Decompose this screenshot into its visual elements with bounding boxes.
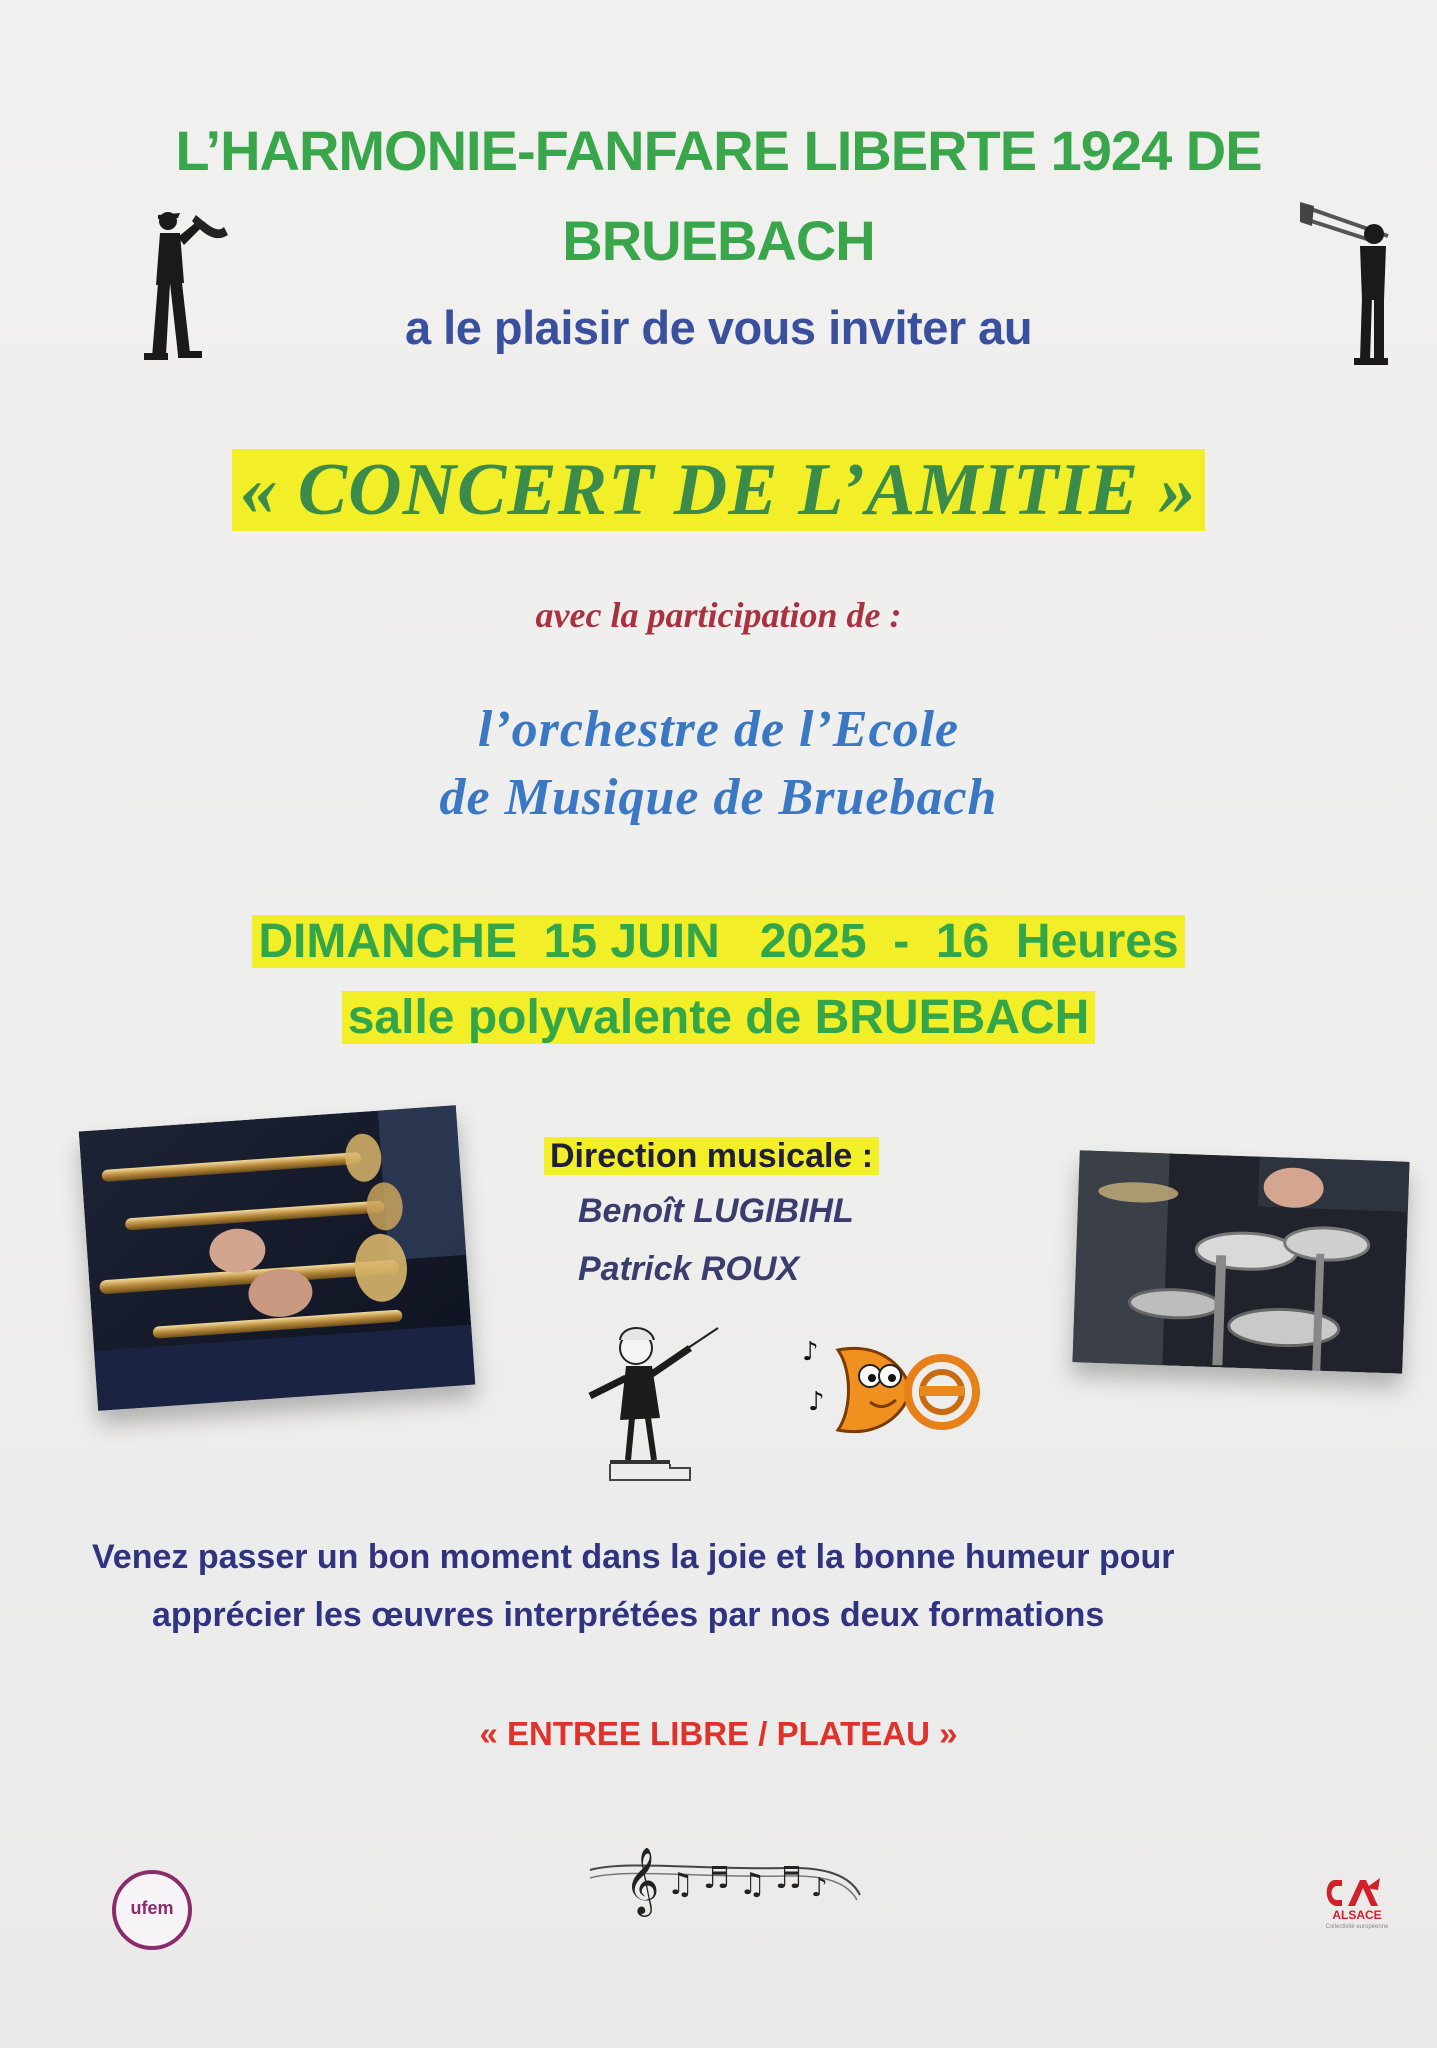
svg-text:♫: ♫ — [739, 1867, 766, 1902]
trombone-player-silhouette-icon — [1300, 200, 1400, 370]
title-line-2: BRUEBACH — [562, 209, 875, 272]
conductor-cartoon-icon — [580, 1318, 730, 1488]
svg-text:♪: ♪ — [811, 1873, 828, 1903]
drums-photo — [1072, 1150, 1409, 1373]
message-line-2: apprécier les œuvres interprétées par nos deux formations — [152, 1596, 1105, 1634]
entry-text: « ENTREE LIBRE / PLATEAU » — [479, 1715, 958, 1752]
concert-title — [0, 448, 1437, 533]
event-venue-highlight: salle polyvalente de BRUEBACH — [342, 991, 1096, 1044]
orchestra-line-2: de Musique de Bruebach — [439, 769, 998, 826]
svg-text:𝄞: 𝄞 — [625, 1846, 660, 1914]
french-horn-cartoon-icon — [800, 1330, 990, 1450]
ufem-logo-text: ufem — [130, 1898, 174, 1918]
orchestra-line-1: l’orchestre de l’Ecole — [477, 701, 960, 758]
director-name-2: Patrick ROUX — [578, 1250, 800, 1288]
invite-text: a le plaisir de vous inviter au — [404, 301, 1033, 354]
event-venue — [0, 990, 1437, 1045]
svg-text:♪: ♪ — [802, 1337, 819, 1367]
svg-text:♬: ♬ — [775, 1861, 802, 1896]
saxophone-player-silhouette-icon — [140, 205, 230, 365]
alsace-logo — [1322, 1876, 1392, 1946]
ufem-logo — [112, 1870, 192, 1950]
director-name-1: Benoît LUGIBIHL — [578, 1192, 854, 1230]
event-date-highlight: DIMANCHE 15 JUIN 2025 - 16 Heures — [252, 915, 1184, 968]
svg-text:♬: ♬ — [703, 1861, 730, 1896]
music-notes-icon — [585, 1840, 865, 1920]
message-line-1: Venez passer un bon moment dans la joie et la bonne humeur pour — [92, 1538, 1175, 1576]
concert-title-highlight: « CONCERT DE L’AMITIE » — [232, 449, 1204, 531]
title-line-1: L’HARMONIE-FANFARE LIBERTE 1924 DE — [175, 119, 1262, 182]
direction-heading-highlight: Direction musicale : — [544, 1137, 879, 1175]
alsace-logo-mark-icon — [1322, 1876, 1392, 1910]
direction-heading — [544, 1137, 879, 1176]
svg-text:♪: ♪ — [808, 1387, 825, 1417]
alsace-logo-subtext: Collectivité européenne — [1325, 1924, 1389, 1930]
participation-text: avec la participation de : — [535, 595, 902, 635]
event-date — [0, 914, 1437, 969]
alsace-logo-text: ALSACE — [1332, 1908, 1382, 1922]
trumpets-photo — [79, 1105, 476, 1411]
svg-text:♫: ♫ — [667, 1867, 694, 1902]
